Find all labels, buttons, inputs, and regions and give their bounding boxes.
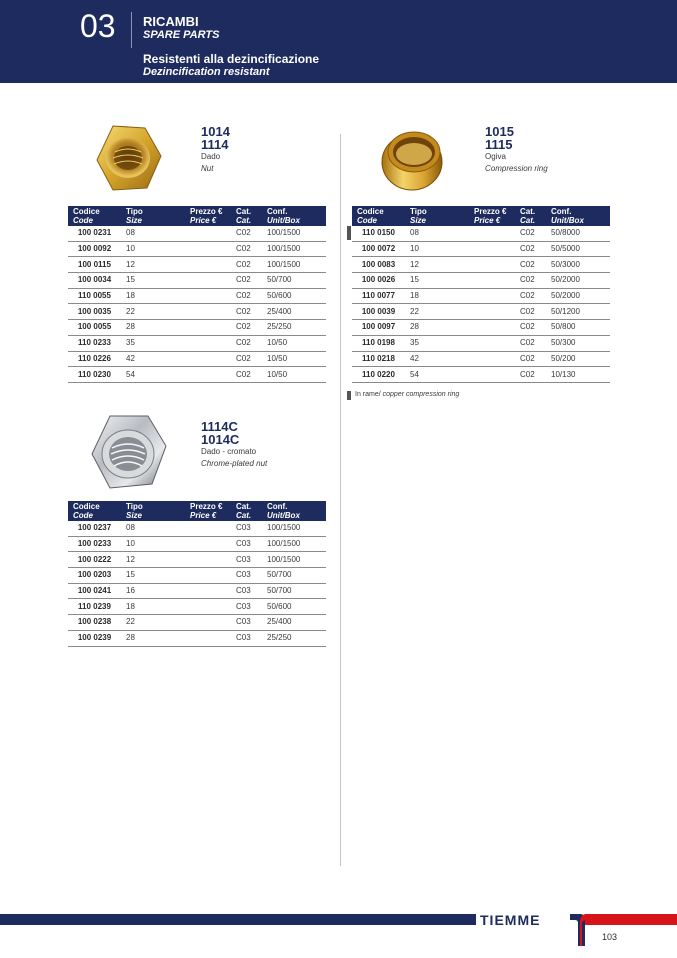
note-marker	[347, 391, 351, 400]
cell-price	[185, 630, 231, 646]
brand-logo: TIEMME	[480, 912, 541, 928]
cell-price	[469, 367, 515, 383]
table-row	[68, 304, 326, 320]
table-row	[352, 241, 610, 257]
table-row	[352, 304, 610, 320]
col-box: Conf. Unit/Box	[546, 206, 610, 226]
cell-code: 110 0239	[68, 599, 121, 615]
cell-code: 100 0092	[68, 241, 121, 257]
cell-size: 18	[405, 288, 469, 304]
table-row	[352, 320, 610, 336]
cell-price	[469, 304, 515, 320]
cell-box: 50/2000	[546, 288, 610, 304]
cell-size: 12	[121, 257, 185, 273]
product-code-b: 1114	[201, 137, 229, 152]
cell-price	[185, 552, 231, 568]
product-desc: Ogiva	[485, 152, 506, 161]
cell-box: 50/800	[546, 320, 610, 336]
table-row	[352, 288, 610, 304]
cell-price	[185, 367, 231, 383]
cell-cat: C02	[515, 335, 546, 351]
col-size: Tipo Size	[121, 206, 185, 226]
cell-size: 08	[121, 521, 185, 536]
product-code-b: 1014C	[201, 432, 240, 447]
cell-size: 10	[121, 536, 185, 552]
cell-cat: C03	[231, 552, 262, 568]
col-code: Codice Code	[68, 206, 121, 226]
table-row	[68, 367, 326, 383]
brass-nut-image	[93, 122, 163, 194]
product-desc-en: Chrome-plated nut	[201, 459, 268, 468]
table-row	[352, 226, 610, 241]
cell-box: 50/600	[262, 288, 326, 304]
cell-price	[185, 226, 231, 241]
column-divider	[340, 134, 341, 866]
footer-divider	[476, 914, 478, 925]
cell-price	[469, 335, 515, 351]
col-code: Codice Code	[68, 501, 121, 521]
cell-price	[185, 241, 231, 257]
cell-box: 25/400	[262, 304, 326, 320]
table-row	[68, 351, 326, 367]
cell-size: 22	[121, 304, 185, 320]
cell-price	[469, 226, 515, 241]
cell-size: 54	[405, 367, 469, 383]
cell-price	[185, 568, 231, 584]
cell-code: 100 0233	[68, 536, 121, 552]
cell-size: 15	[121, 568, 185, 584]
product-code-a: 1014	[201, 124, 230, 139]
cell-size: 28	[121, 320, 185, 336]
product-code-a: 1015	[485, 124, 514, 139]
table-row	[68, 320, 326, 336]
cell-box: 10/50	[262, 351, 326, 367]
table-row	[68, 599, 326, 615]
product-table	[68, 206, 326, 383]
cell-box: 100/1500	[262, 241, 326, 257]
cell-cat: C02	[231, 288, 262, 304]
cell-size: 35	[405, 335, 469, 351]
cell-price	[185, 257, 231, 273]
cell-size: 10	[405, 241, 469, 257]
cell-cat: C03	[231, 536, 262, 552]
cell-code: 100 0039	[352, 304, 405, 320]
cell-cat: C02	[515, 351, 546, 367]
cell-size: 10	[121, 241, 185, 257]
section-title: RICAMBI	[143, 14, 199, 29]
cell-size: 15	[121, 273, 185, 289]
cell-box: 50/8000	[546, 226, 610, 241]
cell-cat: C02	[231, 304, 262, 320]
cell-cat: C02	[231, 351, 262, 367]
cell-code: 110 0198	[352, 335, 405, 351]
cell-box: 50/700	[262, 568, 326, 584]
cell-code: 100 0034	[68, 273, 121, 289]
table-row	[352, 257, 610, 273]
col-cat: Cat. Cat.	[231, 501, 262, 521]
cell-price	[185, 351, 231, 367]
cell-cat: C02	[515, 320, 546, 336]
cell-code: 110 0226	[68, 351, 121, 367]
pipe-bend-icon	[570, 914, 587, 946]
cell-box: 100/1500	[262, 536, 326, 552]
row-marker	[347, 226, 351, 240]
cell-box: 10/50	[262, 335, 326, 351]
cell-cat: C02	[515, 288, 546, 304]
cell-size: 42	[121, 351, 185, 367]
cell-size: 15	[405, 273, 469, 289]
cell-price	[185, 320, 231, 336]
col-size: Tipo Size	[405, 206, 469, 226]
col-price: Prezzo € Price €	[185, 501, 231, 521]
cell-price	[469, 351, 515, 367]
cell-code: 100 0222	[68, 552, 121, 568]
cell-box: 50/700	[262, 583, 326, 599]
cell-box: 25/400	[262, 615, 326, 631]
col-price: Prezzo € Price €	[185, 206, 231, 226]
cell-code: 110 0233	[68, 335, 121, 351]
cell-cat: C02	[231, 335, 262, 351]
cell-code: 110 0220	[352, 367, 405, 383]
table-row	[68, 241, 326, 257]
footer-bar	[0, 914, 478, 925]
cell-code: 110 0230	[68, 367, 121, 383]
cell-size: 28	[405, 320, 469, 336]
cell-cat: C02	[515, 304, 546, 320]
table-row	[68, 552, 326, 568]
cell-price	[185, 536, 231, 552]
footer-accent-bar	[585, 914, 677, 925]
cell-price	[185, 615, 231, 631]
cell-cat: C02	[515, 257, 546, 273]
table-row	[68, 226, 326, 241]
cell-size: 18	[121, 599, 185, 615]
cell-code: 100 0083	[352, 257, 405, 273]
product-code-a: 1114C	[201, 419, 238, 434]
cell-size: 22	[405, 304, 469, 320]
cell-size: 42	[405, 351, 469, 367]
cell-code: 100 0231	[68, 226, 121, 241]
col-box: Conf. Unit/Box	[262, 501, 326, 521]
cell-box: 10/50	[262, 367, 326, 383]
cell-cat: C02	[515, 367, 546, 383]
table-row	[68, 257, 326, 273]
table-row	[68, 521, 326, 536]
cell-box: 100/1500	[262, 552, 326, 568]
col-price: Prezzo € Price €	[469, 206, 515, 226]
page-header	[0, 0, 677, 83]
cell-code: 100 0072	[352, 241, 405, 257]
cell-cat: C02	[231, 226, 262, 241]
cell-price	[469, 273, 515, 289]
table-note: In rame/ copper compression ring	[355, 391, 460, 398]
section-subtitle: Resistenti alla dezincificazione	[143, 52, 320, 66]
cell-cat: C02	[515, 226, 546, 241]
chrome-nut-image	[88, 412, 168, 494]
cell-price	[469, 320, 515, 336]
cell-code: 110 0150	[352, 226, 405, 241]
product-desc-en: Nut	[201, 164, 214, 173]
cell-size: 22	[121, 615, 185, 631]
cell-box: 25/250	[262, 630, 326, 646]
cell-code: 100 0097	[352, 320, 405, 336]
product-code-b: 1115	[485, 137, 513, 152]
cell-code: 100 0035	[68, 304, 121, 320]
col-cat: Cat. Cat.	[231, 206, 262, 226]
table-row	[68, 273, 326, 289]
cell-cat: C02	[231, 320, 262, 336]
cell-cat: C02	[231, 257, 262, 273]
header-divider	[131, 12, 132, 48]
cell-size: 28	[121, 630, 185, 646]
cell-cat: C03	[231, 630, 262, 646]
cell-size: 12	[405, 257, 469, 273]
cell-size: 12	[121, 552, 185, 568]
cell-price	[469, 241, 515, 257]
cell-price	[185, 521, 231, 536]
table-row	[68, 630, 326, 646]
cell-box: 50/300	[546, 335, 610, 351]
cell-box: 100/1500	[262, 257, 326, 273]
product-desc: Dado	[201, 152, 221, 161]
cell-price	[185, 335, 231, 351]
cell-code: 100 0237	[68, 521, 121, 536]
cell-size: 08	[121, 226, 185, 241]
product-table	[68, 501, 326, 647]
col-box: Conf. Unit/Box	[262, 206, 326, 226]
cell-box: 50/700	[262, 273, 326, 289]
product-desc: Dado - cromato	[201, 447, 257, 456]
cell-size: 54	[121, 367, 185, 383]
table-row	[68, 615, 326, 631]
cell-box: 50/600	[262, 599, 326, 615]
table-row	[352, 367, 610, 383]
section-subtitle-en: Dezincification resistant	[143, 66, 270, 78]
cell-price	[185, 288, 231, 304]
table-row	[68, 335, 326, 351]
cell-code: 100 0238	[68, 615, 121, 631]
cell-box: 50/1200	[546, 304, 610, 320]
cell-box: 25/250	[262, 320, 326, 336]
cell-size: 16	[121, 583, 185, 599]
table-row	[352, 273, 610, 289]
cell-cat: C02	[231, 273, 262, 289]
compression-ring-image	[378, 122, 446, 194]
cell-code: 100 0239	[68, 630, 121, 646]
cell-cat: C03	[231, 583, 262, 599]
product-table	[352, 206, 610, 383]
cell-size: 35	[121, 335, 185, 351]
table-row	[68, 583, 326, 599]
cell-cat: C03	[231, 615, 262, 631]
cell-code: 100 0203	[68, 568, 121, 584]
table-row	[68, 568, 326, 584]
col-size: Tipo Size	[121, 501, 185, 521]
cell-code: 100 0115	[68, 257, 121, 273]
cell-cat: C03	[231, 568, 262, 584]
product-desc-en: Compression ring	[485, 164, 548, 173]
cell-code: 110 0055	[68, 288, 121, 304]
cell-cat: C03	[231, 521, 262, 536]
cell-box: 50/3000	[546, 257, 610, 273]
cell-size: 08	[405, 226, 469, 241]
cell-box: 50/2000	[546, 273, 610, 289]
cell-cat: C02	[515, 273, 546, 289]
cell-price	[185, 599, 231, 615]
cell-code: 110 0077	[352, 288, 405, 304]
cell-box: 100/1500	[262, 226, 326, 241]
cell-size: 18	[121, 288, 185, 304]
cell-box: 100/1500	[262, 521, 326, 536]
section-title-en: SPARE PARTS	[143, 29, 220, 41]
cell-price	[185, 304, 231, 320]
cell-box: 10/130	[546, 367, 610, 383]
cell-price	[469, 257, 515, 273]
cell-box: 50/5000	[546, 241, 610, 257]
cell-price	[185, 583, 231, 599]
cell-cat: C02	[231, 241, 262, 257]
cell-code: 110 0218	[352, 351, 405, 367]
cell-box: 50/200	[546, 351, 610, 367]
col-cat: Cat. Cat.	[515, 206, 546, 226]
cell-code: 100 0026	[352, 273, 405, 289]
cell-cat: C03	[231, 599, 262, 615]
cell-price	[185, 273, 231, 289]
table-row	[68, 536, 326, 552]
cell-price	[469, 288, 515, 304]
col-code: Codice Code	[352, 206, 405, 226]
table-row	[352, 351, 610, 367]
cell-code: 100 0055	[68, 320, 121, 336]
cell-code: 100 0241	[68, 583, 121, 599]
table-row	[68, 288, 326, 304]
table-row	[352, 335, 610, 351]
page-number: 103	[602, 932, 618, 942]
section-number: 03	[80, 8, 116, 44]
cell-cat: C02	[231, 367, 262, 383]
cell-cat: C02	[515, 241, 546, 257]
